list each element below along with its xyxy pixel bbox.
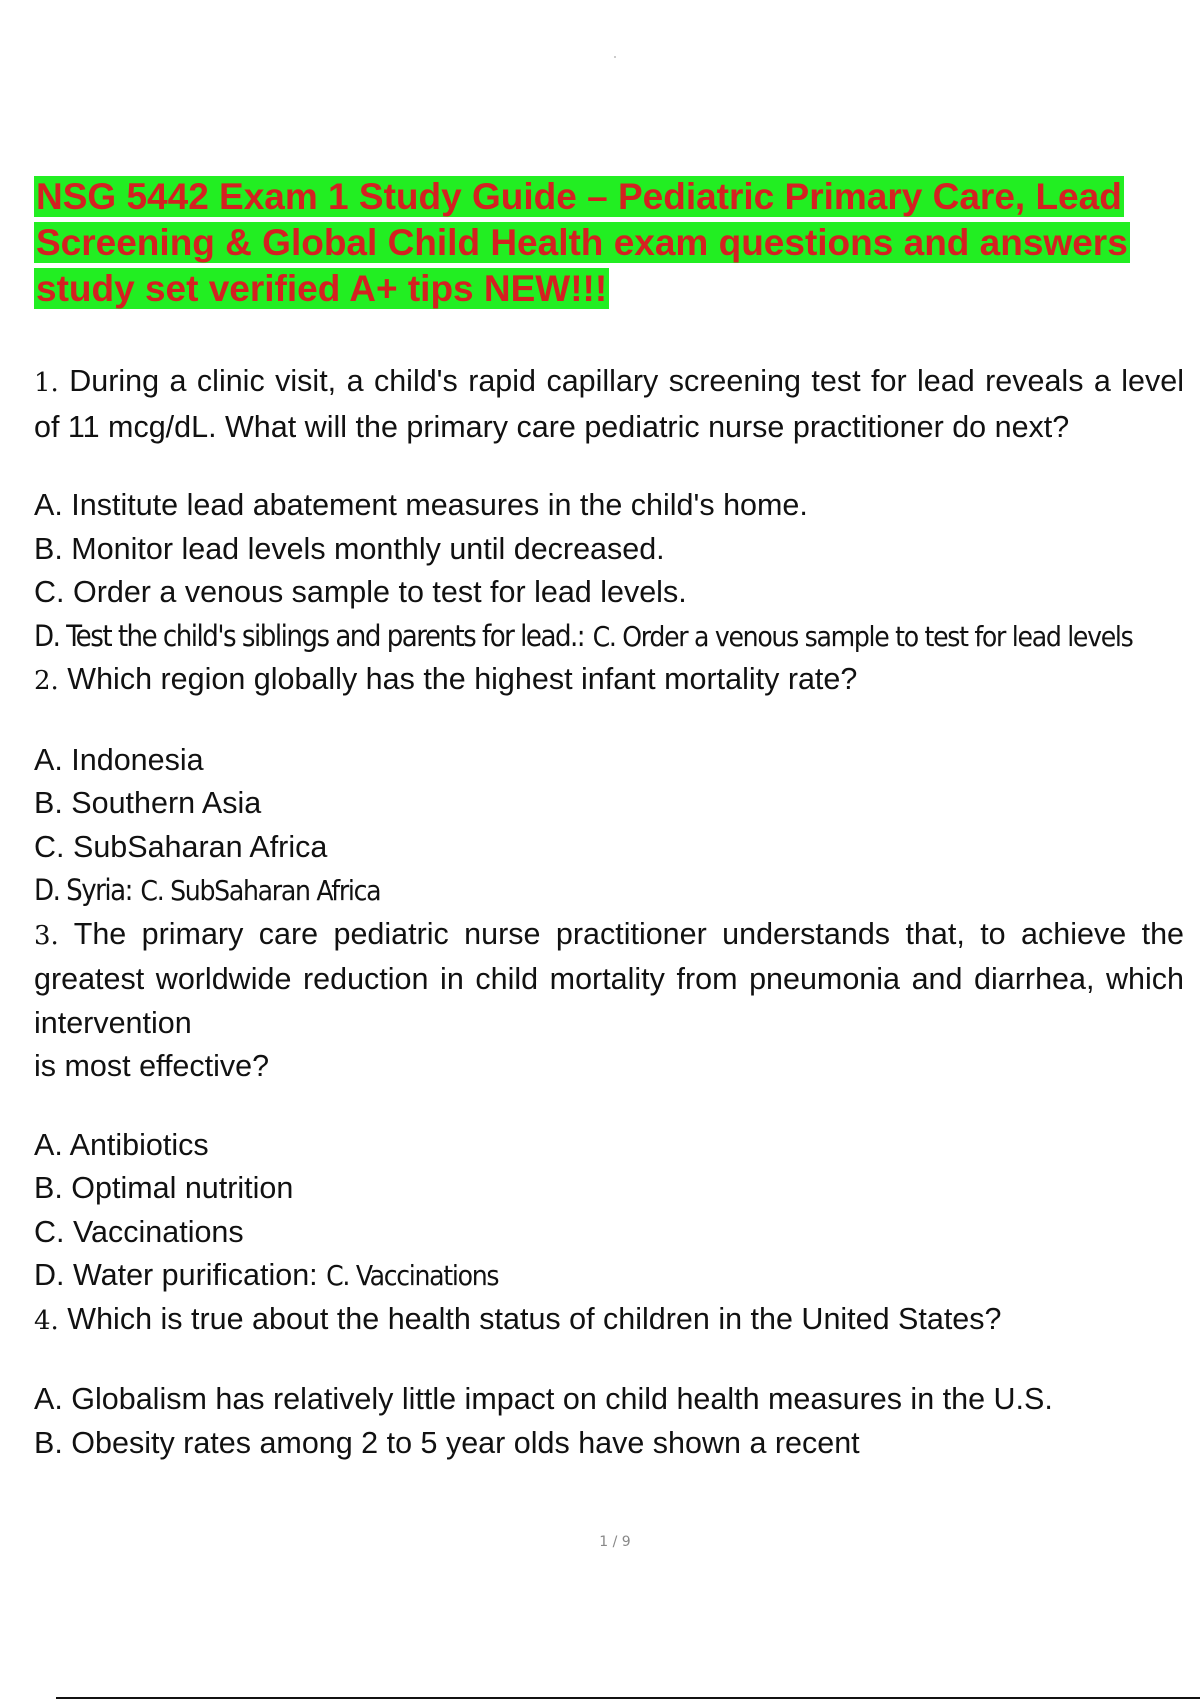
scan-dot: [614, 56, 616, 58]
page-divider: [56, 1697, 1200, 1699]
question-3: [34, 913, 1184, 1046]
question-number: 3.: [34, 920, 59, 951]
question-number: 1.: [34, 368, 59, 398]
option-c: C. Order a venous sample to test for lead levels.: [34, 575, 687, 609]
question-text: Which region globally has the highest infant mortality rate?: [67, 662, 858, 696]
option-a: A. Indonesia: [34, 742, 204, 777]
question-number: 2.: [34, 666, 59, 696]
title-line-1: NSG 5442 Exam 1 Study Guide – Pediatric Primary Care, Lead: [36, 176, 1122, 217]
question-4: [34, 1298, 1184, 1344]
question-2: [34, 658, 1184, 704]
questions-body: [34, 360, 1184, 1465]
option-a: A. Antibiotics: [34, 1127, 209, 1162]
question-text: The primary care pediatric nurse practitioner understands that, to achieve the greatest worldwide reduction in child mortality from pneumonia and diarrhea, which intervention: [34, 916, 1184, 1040]
option-d-text: D. Syria:: [34, 873, 132, 907]
option-b: B. Obesity rates among 2 to 5 year olds have shown a recent: [34, 1425, 860, 1460]
option-d: [34, 1254, 1184, 1298]
answer: C. Vaccinations: [326, 1259, 499, 1292]
option-c: C. SubSaharan Africa: [34, 829, 328, 864]
title-line-3: study set verified A+ tips NEW!!!: [36, 268, 608, 309]
option-b: B. Monitor lead levels monthly until decreased.: [34, 531, 665, 566]
option-a: A. Institute lead abatement measures in the child's home.: [34, 488, 808, 522]
question-number: 4.: [34, 1305, 59, 1336]
title-line-2: Screening & Global Child Health exam questions and answers: [36, 222, 1128, 263]
option-d: [34, 869, 1184, 913]
option-b: B. Southern Asia: [34, 786, 262, 820]
question-text: During a clinic visit, a child's rapid capillary screening test for lead reveals a level of 11 mcg/dL. What will the primary care pediatric nurse practitioner do next?: [34, 364, 1184, 444]
option-d-text: D. Test the child's siblings and parents for lead.:: [34, 618, 585, 653]
option-d-text: D. Water purification:: [34, 1258, 318, 1292]
question-3-continued: is most effective?: [34, 1049, 270, 1083]
option-b: B. Optimal nutrition: [34, 1171, 294, 1205]
document-title: [34, 174, 1200, 312]
page-indicator: 1 / 9: [599, 1534, 631, 1550]
question-1: [34, 360, 1184, 449]
option-d: [34, 615, 1184, 659]
answer: C. Order a venous sample to test for lead levels: [592, 619, 1133, 653]
answer: C. SubSaharan Africa: [140, 874, 381, 907]
option-a: A. Globalism has relatively little impact on child health measures in the U.S.: [34, 1382, 1053, 1416]
question-text: Which is true about the health status of children in the United States?: [67, 1301, 1002, 1336]
option-c: C. Vaccinations: [34, 1214, 244, 1249]
